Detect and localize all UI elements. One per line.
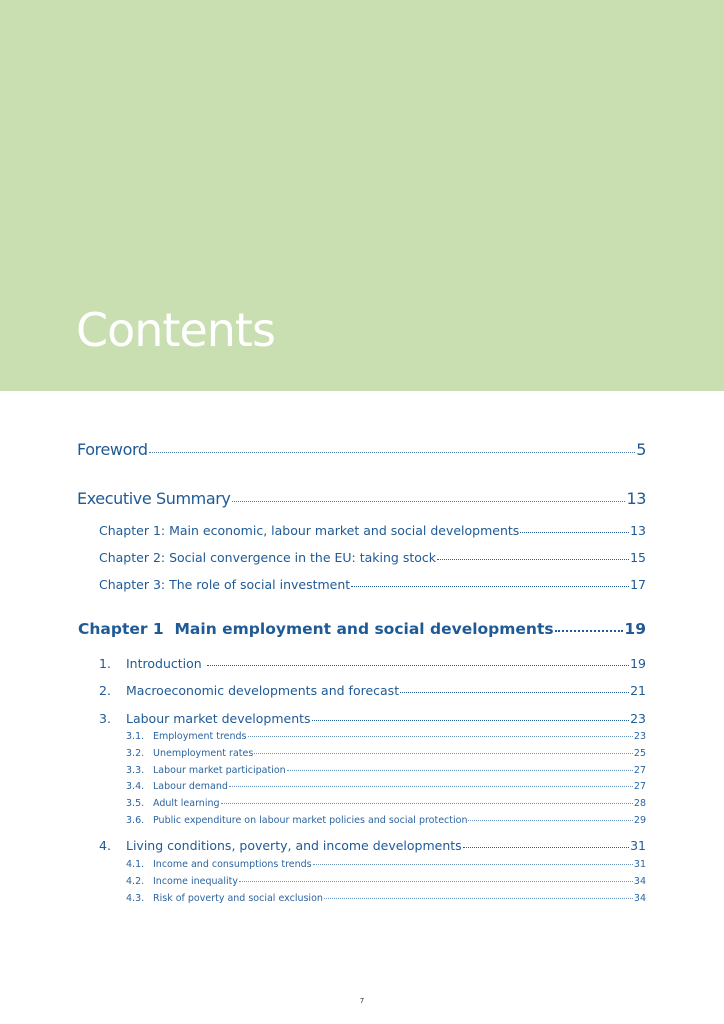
page-title: Contents [76, 303, 275, 357]
dot-leader [248, 736, 633, 737]
toc-entry-page: 23 [633, 731, 646, 742]
dot-leader [149, 452, 636, 453]
toc-entry-label: Introduction [126, 656, 206, 671]
toc-entry-page: 28 [633, 798, 646, 809]
toc-entry-page: 31 [630, 838, 646, 853]
toc-entry-page: 15 [630, 550, 646, 565]
dot-leader [468, 820, 632, 821]
toc-entry-page: 31 [633, 859, 646, 870]
toc-entry-subsection-3-6[interactable] [126, 815, 646, 826]
toc-entry-number: 3.1. [126, 731, 145, 742]
toc-entry-label: Income inequality [153, 876, 238, 887]
toc-entry-section-2[interactable] [99, 683, 646, 698]
dot-leader [207, 665, 629, 666]
toc-entry-subsection-3-2[interactable] [126, 748, 646, 759]
toc-entry-section-4[interactable] [99, 838, 646, 853]
toc-entry-page: 27 [633, 765, 646, 776]
toc-entry-section-3[interactable] [99, 711, 646, 726]
toc-entry-subsection-3-4[interactable] [126, 781, 646, 792]
dot-leader [324, 898, 633, 899]
dot-leader [520, 532, 629, 533]
toc-entry-label: Employment trends [153, 731, 247, 742]
dot-leader [351, 586, 629, 587]
toc-entry-summary-chapter-1[interactable] [99, 523, 646, 538]
toc-entry-number: 3.4. [126, 781, 145, 792]
dot-leader [400, 692, 629, 693]
toc-entry-number: 2. [99, 683, 111, 698]
toc-entry-label: Chapter 1: Main economic, labour market and social developments [99, 523, 520, 538]
toc-entry-summary-chapter-3[interactable] [99, 577, 646, 592]
toc-entry-label: Unemployment rates [153, 748, 254, 759]
toc-entry-subsection-3-1[interactable] [126, 731, 646, 742]
toc-entry-label: Labour market participation [153, 765, 286, 776]
toc-entry-label: Macroeconomic developments and forecast [126, 683, 400, 698]
toc-entry-subsection-3-3[interactable] [126, 765, 646, 776]
dot-leader [229, 786, 633, 787]
toc-entry-label: Chapter 3: The role of social investment [99, 577, 351, 592]
toc-entry-page: 5 [636, 440, 646, 459]
toc-entry-page: 29 [633, 815, 646, 826]
dot-leader [221, 803, 633, 804]
toc-entry-page: 17 [630, 577, 646, 592]
toc-entry-label: Living conditions, poverty, and income developments [126, 838, 462, 853]
dot-leader [313, 864, 633, 865]
toc-entry-number: 1. [99, 656, 111, 671]
toc-entry-number: 4.2. [126, 876, 145, 887]
toc-entry-label: Chapter 2: Social convergence in the EU: taking stock [99, 550, 437, 565]
toc-entry-label: Labour market developments [126, 711, 311, 726]
toc-entry-page: 23 [630, 711, 646, 726]
toc-entry-page: 13 [630, 523, 646, 538]
toc-entry-number: 3. [99, 711, 111, 726]
dot-leader [254, 753, 633, 754]
toc-entry-page: 34 [633, 876, 646, 887]
toc-entry-label: Executive Summary [77, 489, 231, 508]
toc-entry-page: 21 [630, 683, 646, 698]
toc-entry-executive-summary[interactable] [77, 489, 646, 508]
toc-entry-foreword[interactable] [77, 440, 646, 459]
toc-entry-label: Public expenditure on labour market policies and social protection [153, 815, 468, 826]
page-number: 7 [359, 997, 365, 1005]
toc-entry-chapter-1[interactable] [78, 620, 646, 638]
toc-entry-number: 3.2. [126, 748, 145, 759]
toc-entry-page: 19 [630, 656, 646, 671]
toc-entry-summary-chapter-2[interactable] [99, 550, 646, 565]
toc-entry-section-1[interactable] [99, 656, 646, 671]
dot-leader [463, 847, 629, 848]
toc-entry-number: 4.1. [126, 859, 145, 870]
dot-leader [287, 770, 633, 771]
dot-leader [312, 720, 630, 721]
toc-entry-page: 19 [624, 620, 646, 638]
toc-entry-number: 3.3. [126, 765, 145, 776]
toc-entry-number: 4.3. [126, 893, 145, 904]
toc-entry-subsection-4-1[interactable] [126, 859, 646, 870]
toc-entry-label: Risk of poverty and social exclusion [153, 893, 323, 904]
dot-leader [555, 630, 624, 632]
toc-entry-label: Foreword [77, 440, 148, 459]
toc-entry-number: 3.6. [126, 815, 145, 826]
toc-entry-label: Chapter 1 Main employment and social developments [78, 620, 554, 638]
toc-entry-page: 27 [633, 781, 646, 792]
toc-entry-subsection-4-3[interactable] [126, 893, 646, 904]
toc-entry-label: Adult learning [153, 798, 220, 809]
toc-entry-subsection-4-2[interactable] [126, 876, 646, 887]
toc-entry-label: Income and consumptions trends [153, 859, 312, 870]
dot-leader [437, 559, 629, 560]
toc-entry-number: 4. [99, 838, 111, 853]
dot-leader [232, 501, 626, 502]
toc-entry-page: 13 [626, 489, 646, 508]
toc-entry-page: 25 [633, 748, 646, 759]
dot-leader [239, 881, 633, 882]
toc-entry-page: 34 [633, 893, 646, 904]
toc-entry-subsection-3-5[interactable] [126, 798, 646, 809]
toc-entry-label: Labour demand [153, 781, 228, 792]
toc-entry-number: 3.5. [126, 798, 145, 809]
